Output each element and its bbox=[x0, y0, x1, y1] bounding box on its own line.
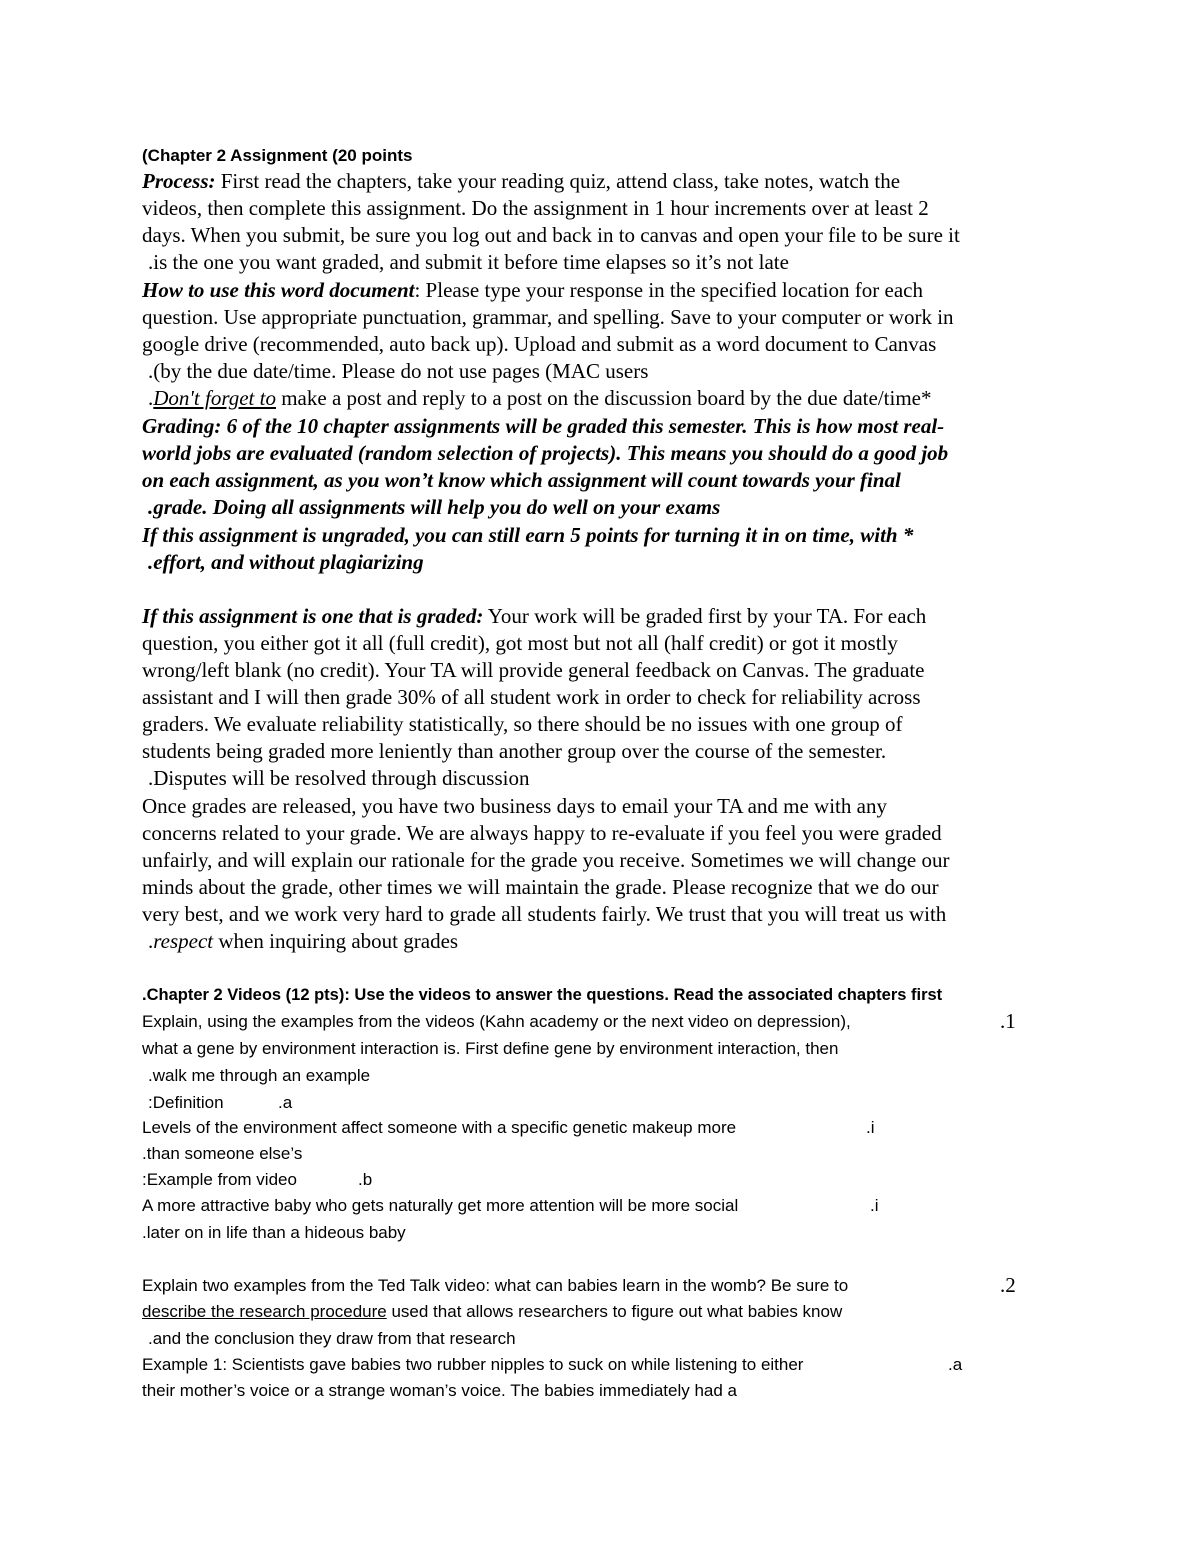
release-line-1: Once grades are released, you have two business days to email your TA and me with any bbox=[142, 794, 887, 818]
release-dot: . bbox=[148, 929, 154, 953]
howto-line-1 bbox=[142, 280, 923, 301]
howto-line-4: .(by the due date/time. Please do not use pages (MAC users bbox=[148, 359, 649, 383]
graded-line-2: question, you either got it all (full credit), got most but not all (half credit) or got it mostly bbox=[142, 631, 898, 655]
graded-label: If this assignment is one that is graded: bbox=[142, 604, 484, 628]
reminder-text: make a post and reply to a post on the discussion board by the due date/time* bbox=[275, 386, 932, 410]
q2-example-1-line-2: their mother’s voice or a strange woman’s voice. The babies immediately had a bbox=[142, 1381, 737, 1400]
q2-example-1-line-1: Example 1: Scientists gave babies two rubber nipples to suck on while listening to either bbox=[142, 1355, 804, 1374]
process-line-1 bbox=[142, 171, 900, 192]
release-line-4: minds about the grade, other times we will maintain the grade. Please recognize that we do our bbox=[142, 875, 939, 899]
q1b-answer-line-1: A more attractive baby who gets naturally get more attention will be more social bbox=[142, 1196, 739, 1215]
process-line-3: days. When you submit, be sure you log out and back in to canvas and open your file to be sure it bbox=[142, 223, 960, 247]
release-line-5: very best, and we work very hard to grade all students fairly. We trust that you will treat us with bbox=[142, 902, 947, 926]
grading-line-1: Grading: 6 of the 10 chapter assignments will be graded this semester. This is how most real- bbox=[142, 414, 945, 438]
q1b-marker: .b bbox=[358, 1170, 373, 1189]
graded-text-1: Your work will be graded first by your TA. For each bbox=[483, 604, 927, 628]
q1-number: .1 bbox=[1000, 1009, 1016, 1033]
q1b-i-marker: .i bbox=[870, 1196, 879, 1215]
graded-line-1 bbox=[142, 606, 926, 627]
q1-line-1: Explain, using the examples from the videos (Kahn academy or the next video on depression), bbox=[142, 1012, 851, 1031]
q1a-label: :Definition bbox=[148, 1093, 224, 1112]
q1a-marker: .a bbox=[278, 1093, 293, 1112]
q2-line-2-rest: used that allows researchers to figure out what babies know bbox=[386, 1302, 843, 1321]
graded-line-3: wrong/left blank (no credit). Your TA will provide general feedback on Canvas. The graduate bbox=[142, 658, 925, 682]
q1a-answer-line-2: .than someone else’s bbox=[142, 1144, 303, 1163]
process-line-4: .is the one you want graded, and submit it before time elapses so it’s not late bbox=[148, 250, 789, 274]
release-line-6 bbox=[148, 931, 458, 952]
q1b-answer-line-2: .later on in life than a hideous baby bbox=[142, 1223, 406, 1242]
release-rest: when inquiring about grades bbox=[213, 929, 459, 953]
howto-line-3: google drive (recommended, auto back up). Upload and submit as a word document to Canvas bbox=[142, 332, 937, 356]
grading-line-6: .effort, and without plagiarizing bbox=[148, 550, 424, 574]
process-line-2: videos, then complete this assignment. Do the assignment in 1 hour increments over at least 2 bbox=[142, 196, 929, 220]
q1-line-2: what a gene by environment interaction is. First define gene by environment interaction, then bbox=[142, 1039, 839, 1058]
graded-line-7: .Disputes will be resolved through discussion bbox=[148, 766, 530, 790]
q2-line-3: .and the conclusion they draw from that research bbox=[148, 1329, 516, 1348]
graded-line-4: assistant and I will then grade 30% of all student work in order to check for reliability across bbox=[142, 685, 921, 709]
process-label: Process: bbox=[142, 169, 216, 193]
grading-line-2: world jobs are evaluated (random selection of projects). This means you should do a good job bbox=[142, 441, 949, 465]
graded-line-6: students being graded more leniently than another group over the course of the semester. bbox=[142, 739, 887, 763]
process-text-1: First read the chapters, take your reading quiz, attend class, take notes, watch the bbox=[215, 169, 901, 193]
q1b-label: :Example from video bbox=[142, 1170, 297, 1189]
q1a-answer-line-1: Levels of the environment affect someone with a specific genetic makeup more bbox=[142, 1118, 737, 1137]
videos-heading: .Chapter 2 Videos (12 pts): Use the videos to answer the questions. Read the associated chapters first bbox=[142, 986, 943, 1004]
page-title: (Chapter 2 Assignment (20 points bbox=[142, 146, 413, 165]
q2-underlined: describe the research procedure bbox=[142, 1302, 387, 1321]
q1-line-3: .walk me through an example bbox=[148, 1066, 371, 1085]
graded-line-5: graders. We evaluate reliability statistically, so there should be no issues with one group of bbox=[142, 712, 903, 736]
reminder-line bbox=[148, 388, 932, 409]
q2-line-1: Explain two examples from the Ted Talk video: what can babies learn in the womb? Be sure to bbox=[142, 1276, 849, 1295]
grading-line-4: .grade. Doing all assignments will help you do well on your exams bbox=[148, 495, 721, 519]
howto-label: How to use this word document bbox=[142, 278, 415, 302]
reminder-dot: . bbox=[148, 386, 154, 410]
release-line-2: concerns related to your grade. We are always happy to re-evaluate if you feel you were graded bbox=[142, 821, 942, 845]
howto-text-1: : Please type your response in the specified location for each bbox=[414, 278, 923, 302]
q1a-i-marker: .i bbox=[866, 1118, 875, 1137]
release-line-3: unfairly, and will explain our rationale for the grade you receive. Sometimes we will change our bbox=[142, 848, 950, 872]
q2-example-1-marker: .a bbox=[948, 1355, 963, 1374]
howto-line-2: question. Use appropriate punctuation, grammar, and spelling. Save to your computer or work in bbox=[142, 305, 954, 329]
reminder-emphasis: Don't forget to bbox=[153, 386, 276, 410]
q2-number: .2 bbox=[1000, 1273, 1016, 1297]
grading-line-3: on each assignment, as you won’t know which assignment will count towards your final bbox=[142, 468, 901, 492]
q2-line-2 bbox=[142, 1303, 842, 1320]
grading-line-5: If this assignment is ungraded, you can still earn 5 points for turning it in on time, with * bbox=[142, 523, 914, 547]
release-italic: respect bbox=[153, 929, 214, 953]
